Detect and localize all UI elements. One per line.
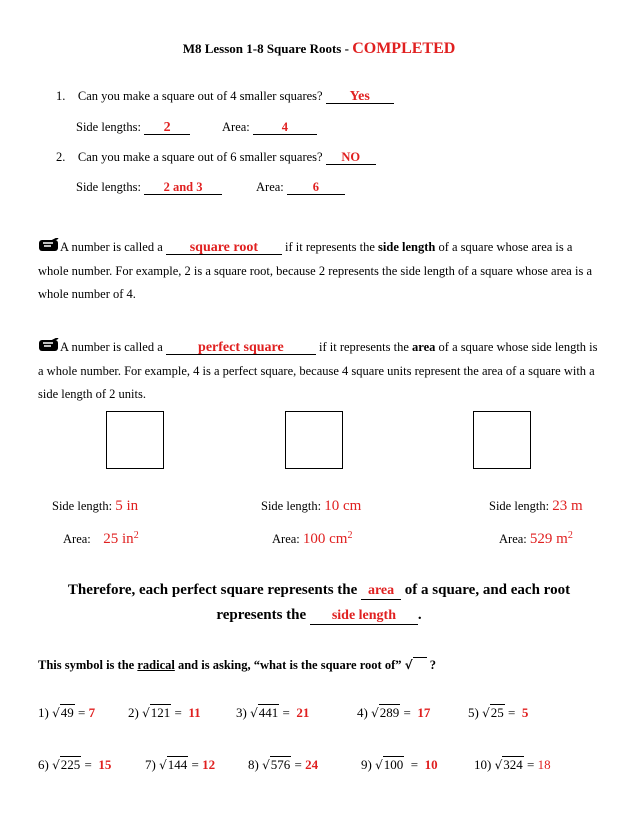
answer-blank — [326, 90, 394, 104]
answer-blank — [326, 151, 376, 165]
square-diagram-3 — [473, 411, 531, 469]
answer: 24 — [305, 757, 319, 772]
question-text: Can you make a square out of 4 smaller squares? — [77, 89, 323, 103]
question-1 — [56, 89, 394, 104]
radical-sign: √324 — [494, 757, 523, 772]
radical-sign: √289 — [371, 705, 400, 720]
radical-description: This symbol is the radical and is asking, “what is the square root of” √ ? — [38, 658, 437, 672]
definition-perfect-square: A number is called a perfect square if it represents the area of a square whose side length is a whole number. For example, 4 is a perfect square, because 4 square units represent the area of a square with a side length of 2 units. — [38, 340, 598, 401]
radical-sign: √576 — [262, 757, 291, 772]
problem-1: 1) √49 = 7 — [38, 705, 96, 720]
problem-10: 10) √324 = 18 — [474, 757, 551, 772]
radical-sign: √144 — [159, 757, 188, 772]
writing-hand-icon — [38, 338, 60, 352]
answer: 12 — [202, 757, 216, 772]
answer: 5 — [521, 705, 529, 720]
area-blank — [287, 181, 345, 195]
status-completed: COMPLETED — [352, 40, 456, 57]
problem-6: 6) √225 = 15 — [38, 757, 112, 772]
side-answer: 2 — [163, 120, 171, 135]
answer: 17 — [417, 705, 431, 720]
area-answer: 4 — [281, 120, 289, 134]
problem-8: 8) √576 = 24 — [248, 757, 319, 772]
blank-area: area — [361, 582, 401, 600]
question-2 — [56, 150, 376, 165]
side-label: Side lengths: — [76, 180, 141, 194]
conclusion-line-1: Therefore, each perfect square represents the area of a square, and each root — [67, 582, 571, 598]
square-2-area: Area: 100 $cm^2$ — [272, 530, 353, 548]
question-2-side — [76, 180, 222, 195]
square-1-area: Area: 25 $in^2$ — [63, 530, 139, 548]
problem-2: 2) √121 = 11 — [128, 705, 201, 720]
square-diagram-2 — [285, 411, 343, 469]
definition-square-root: A number is called a square root if it represents the side length of a square whose area is a whole number. For example, 2 is a square root, because 2 represents the side length of a square whose area is a whole number of 4. — [38, 240, 592, 301]
square-2-side: Side length: 10 cm — [261, 498, 362, 514]
title-text: M8 Lesson 1-8 Square Roots - — [182, 41, 353, 56]
answer: 18 — [537, 757, 551, 772]
answer-text: NO — [341, 150, 361, 164]
square-diagram-1 — [106, 411, 164, 469]
area-label: Area: — [256, 180, 284, 194]
writing-hand-icon — [38, 238, 60, 252]
problem-4: 4) √289 = 17 — [357, 705, 431, 720]
side-answer: 2 and 3 — [163, 180, 203, 194]
radical-sign: √25 — [482, 705, 504, 720]
answer: 15 — [98, 757, 112, 772]
radical-sign: √100 — [375, 757, 404, 772]
answer: 10 — [424, 757, 438, 772]
problem-5: 5) √25 = 5 — [468, 705, 529, 720]
question-number: 1. — [56, 89, 66, 103]
radical-sign: √49 — [52, 705, 74, 720]
problem-7: 7) √144 = 12 — [145, 757, 216, 772]
page-title — [0, 40, 638, 58]
square-3-side: Side length: 23 m — [489, 498, 583, 514]
radical-sign: √121 — [142, 705, 171, 720]
question-1-side — [76, 120, 190, 135]
problem-9: 9) √100 = 10 — [361, 757, 438, 772]
radical-sign: √225 — [52, 757, 81, 772]
answer: 7 — [88, 705, 96, 720]
side-blank — [144, 181, 222, 195]
area-label: Area: — [222, 120, 250, 134]
question-1-area — [222, 120, 317, 135]
area-blank — [253, 121, 317, 135]
square-3-area: Area: 529 $m^2$ — [499, 530, 573, 548]
blank-square-root: square root — [166, 241, 282, 255]
problem-3: 3) √441 = 21 — [236, 705, 310, 720]
answer-text: Yes — [349, 89, 370, 104]
side-label: Side lengths: — [76, 120, 141, 134]
square-1-side: Side length: 5 in — [52, 498, 139, 514]
blank-side-length: side length — [310, 607, 418, 625]
blank-perfect-square: perfect square — [166, 341, 316, 355]
question-2-area — [256, 180, 345, 195]
conclusion-line-2: represents the side length . — [216, 607, 422, 623]
radical-sign: √441 — [250, 705, 279, 720]
answer: 21 — [296, 705, 310, 720]
side-blank — [144, 121, 190, 135]
answer: 11 — [188, 705, 201, 720]
question-text: Can you make a square out of 6 smaller squares? — [77, 150, 323, 164]
area-answer: 6 — [312, 180, 320, 194]
radical-sign: √ — [405, 657, 427, 673]
question-number: 2. — [56, 150, 66, 164]
radical-term: radical — [137, 658, 175, 672]
